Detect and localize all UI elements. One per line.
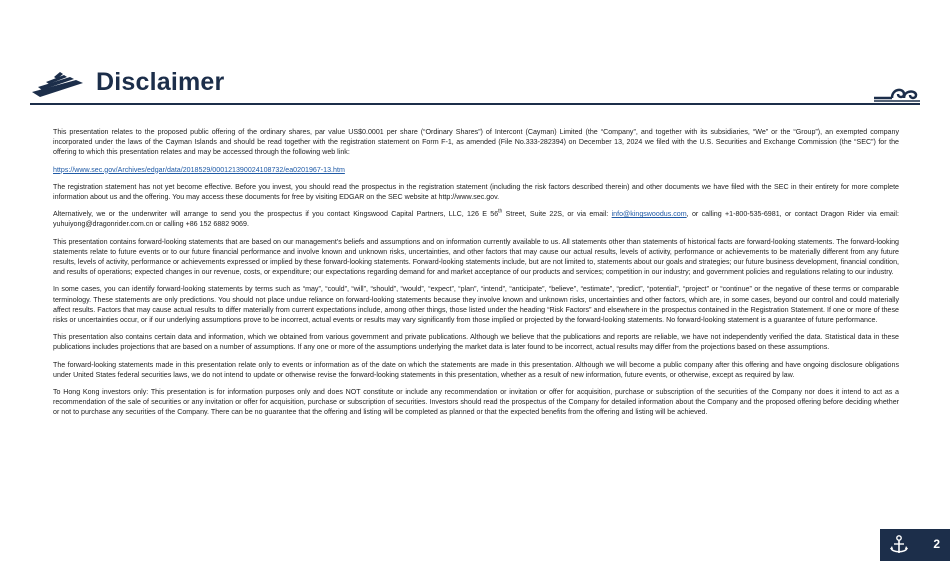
paragraph-identify-terms: In some cases, you can identify forward-looking statements by terms such as “may”, “could”, “will”, “should”, “would”, “expect”, “plan”, “intend”, “anticipate”, “believe”, “estimate”, “predict”, “potential”, “project” or “continue” or the negative of these terms or comparable terminology. These statements are only predictions. You should not place undue reliance on forward-looking statements because they involve known and unknown risks, uncertainties and other factors, which are, in some cases, beyond our control and could materially affect results. Factors that may cause actual results to differ materially from current expectations include, among other things, those listed under the heading “Risk Factors” and elsewhere in the prospectus contained in the Registration Statement. If one or more of these risks or uncertainties occur, or if our underlying assumptions prove to be incorrect, actual events or results may vary significantly from those implied or projected by the forward-looking statements. No forward-looking statement is a guarantee of future performance. bbox=[53, 285, 899, 325]
paragraph-registration: The registration statement has not yet become effective. Before you invest, you should read the prospectus in the registration statement (including the risk factors described therein) and other documents we have filed with the SEC in their entirety for more complete information about us and the offering. You may access these documents for free by visiting EDGAR on the SEC website at http://www.sec.gov. bbox=[53, 182, 899, 202]
ship-icon bbox=[30, 70, 85, 100]
paragraph-contact: Alternatively, we or the underwriter will arrange to send you the prospectus if you contact Kingswood Capital Partners, LLC, 126 E 56th Street, Suite 22S, or via email: info@kingswoodus.com, or calling +1-800-535-6981, or contact Dragon Rider via email: yuhuiyong@dragonrider.com.cn or calling +86 152 6882 9069. bbox=[53, 208, 899, 229]
wave-icon bbox=[872, 82, 922, 102]
anchor-icon bbox=[888, 534, 910, 556]
paragraph-forward-looking: This presentation contains forward-looking statements that are based on our management’s beliefs and assumptions and on information currently available to us. All statements other than statements of historical facts are forward-looking statements. The forward-looking statements relate to future events or to our future financial performance and involve known and unknown risks, uncertainties, and other factors that may cause our actual results, levels of activity, performance or achievements to be materially different from any future results, levels of activity, performance or achievements expressed or implied by these forward-looking statements. Forward-looking statements include, but are not limited to, statements about our goals and strategies; our future business development, financial condition, and results of operations; expected changes in our revenue, costs, or expenditure; our expectations regarding demand for and market acceptance of our products and services; competition in our industry; and government policies and regulations relating to our industry. bbox=[53, 237, 899, 277]
paragraph-offering: This presentation relates to the proposed public offering of the ordinary shares, par value US$0.0001 per share (“Ordinary Shares”) of Intercont (Cayman) Limited (the “Company”, and together with its subsidiaries, “We” or the “Group”), an exempted company incorporated under the laws of the Cayman Islands and should be read together with the registration statement on Form F-1, as amended (File No.333-282394) on December 13, 2024 we filed with the U.S. Securities and Exchange Commission (the “SEC”) for the offering to which this presentation relates and may be accessed through the following web link: bbox=[53, 128, 899, 157]
slide-header bbox=[30, 66, 920, 102]
paragraph-market-data: This presentation also contains certain data and information, which we obtained from various government and private publications. Although we believe that the publications and reports are reliable, we have not independently verified the data. Statistical data in these publications includes projections that are based on a number of assumptions. If any one or more of the assumptions underlying the market data is later found to be incorrect, actual results may differ from the projections based on these assumptions. bbox=[53, 333, 899, 352]
page-number: 2 bbox=[933, 537, 940, 551]
page-title: Disclaimer bbox=[96, 68, 225, 96]
email-link[interactable]: info@kingswoodus.com bbox=[611, 210, 687, 219]
header-divider bbox=[30, 103, 920, 105]
page-badge bbox=[880, 529, 950, 561]
paragraph-update: The forward-looking statements made in this presentation relate only to events or information as of the date on which the statements are made in this presentation. Although we will become a public company after this offering and have ongoing disclosure obligations under United States federal securities laws, we do not intend to update or otherwise revise the forward-looking statements in this presentation, whether as a result of new information, future events, or otherwise, except as required by law. bbox=[53, 360, 899, 379]
sec-filing-link[interactable]: https://www.sec.gov/Archives/edgar/data/2018529/000121390024108732/ea0201967-13.htm bbox=[53, 165, 345, 174]
paragraph-hong-kong: To Hong Kong investors only: This presentation is for information purposes only and does NOT constitute or include any recommendation or invitation or offer for acquisition, purchase or subscription of the securities of the Company nor does it intend to act as a recommendation of the sale of securities or any invitation or offer for acquisition, purchase or subscription of securities. Investors should read the prospectus of the Company for detailed information about the Company and the proposed offering before deciding whether or not to purchase any securities of the Company. There can be no guarantee that the offering and listing will be completed as planned or that the expected benefits from the offering and listing will be achieved. bbox=[53, 388, 899, 417]
disclaimer-body bbox=[53, 127, 899, 425]
